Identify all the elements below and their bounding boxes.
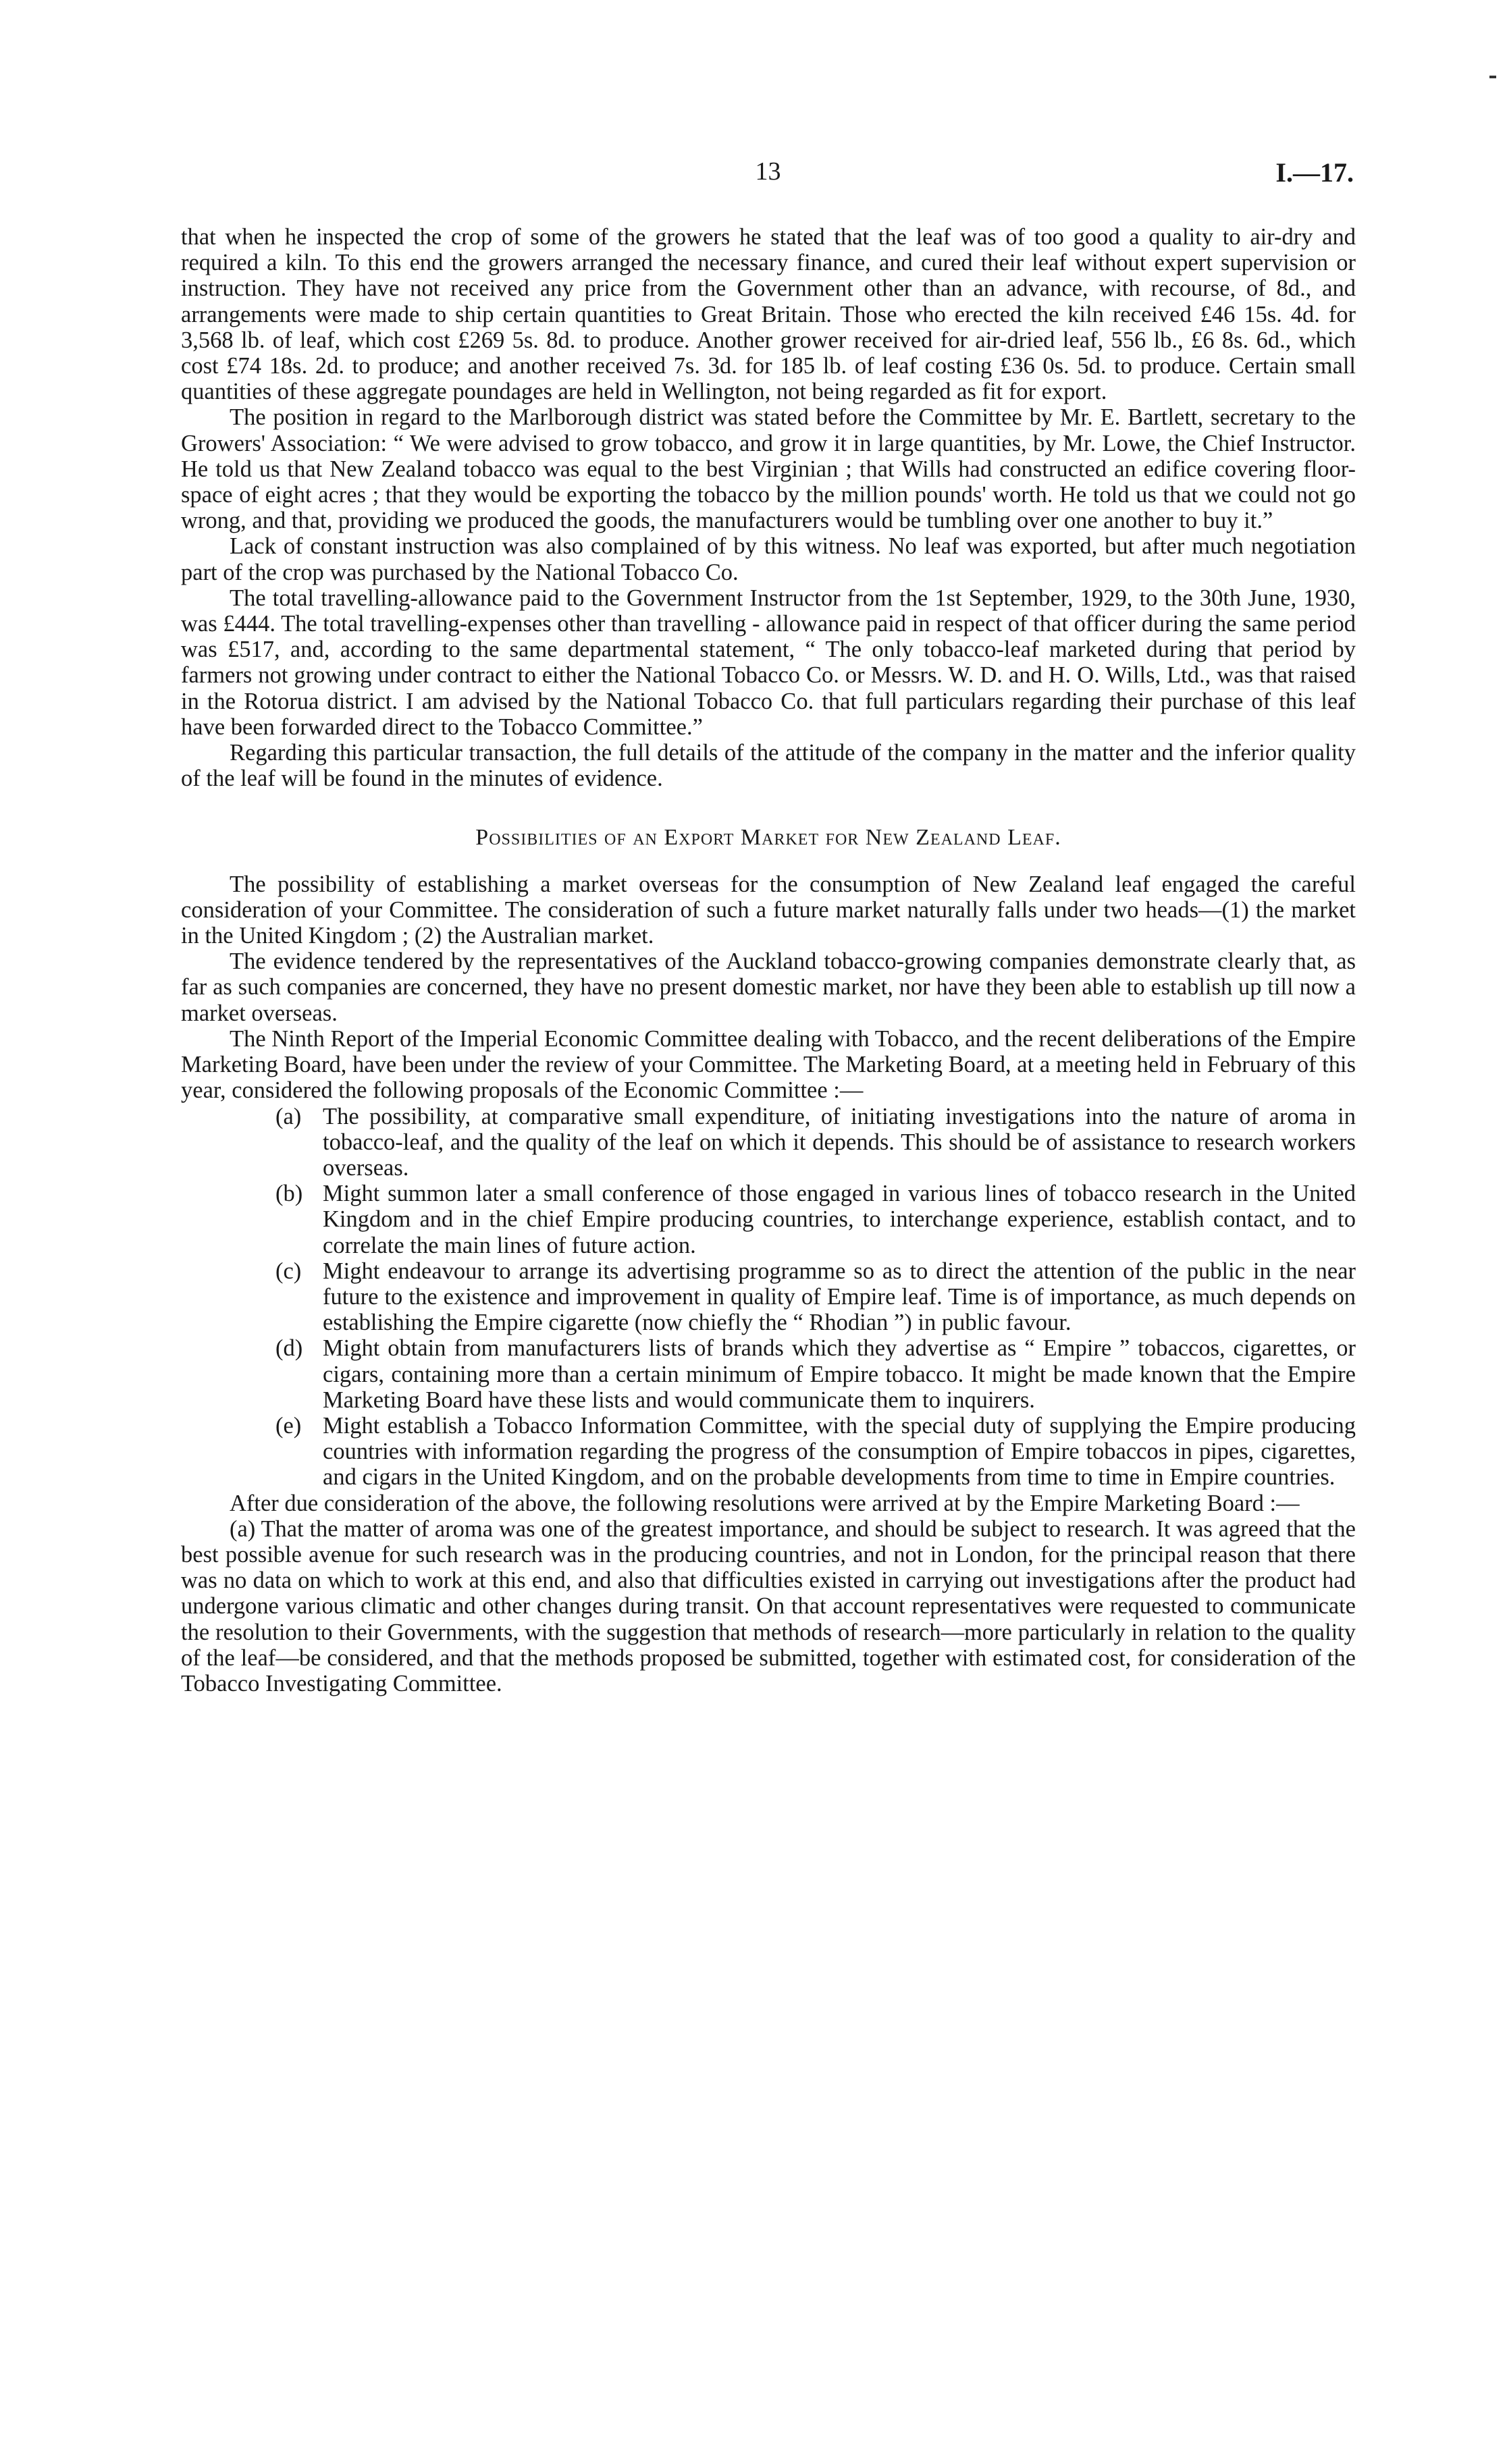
proposal-label: (c): [275, 1258, 302, 1284]
proposal-item: [275, 1258, 1356, 1336]
page-header: [182, 157, 1354, 197]
proposal-label: (d): [275, 1335, 303, 1362]
paragraph-marlborough: The position in regard to the Marlborough district was stated before the Committee by Mr. E. Bartlett, secretary to the Growers' Association: “ We were advised to grow tobacco, and grow it in large quantities, by Mr. Lowe, the Chief Instructor. He told us that New Zealand tobacco was equal to the best Virginian ; that Wills had constructed an edifice covering floor-space of eight acres ; that they would be exporting the tobacco by the million pounds' worth. He told us that we could not go wrong, and that, providing we produced the goods, the manufacturers would be tumbling over one another to buy it.”: [181, 404, 1356, 534]
section-heading: Possibilities of an Export Market for New Zealand Leaf.: [475, 825, 1061, 851]
paragraph-continuation: that when he inspected the crop of some of the growers he stated that the leaf was of too good a quality to air-dry and required a kiln. To this end the growers arranged the necessary finance, and cured their leaf without expert supervision or instruction. They have not received any price from the Government other than an advance, with recourse, of 8d., and arrangements were made to ship certain quantities to Great Britain. Those who erected the kiln received £46 15s. 4d. for 3,568 lb. of leaf, which cost £269 5s. 8d. to produce. Another grower received for air-dried leaf, 556 lb., £6 8s. 6d., which cost £74 18s. 2d. to produce; and another received 7s. 3d. for 185 lb. of leaf costing £36 0s. 5d. to produce. Certain small quantities of these aggregate poundages are held in Wellington, not being regarded as fit for export.: [181, 224, 1356, 405]
page-edge-mark: [1489, 76, 1496, 78]
paragraph-instruction: Lack of constant instruction was also complained of by this witness. No leaf was exported, but after much negotiation part of the crop was purchased by the National Tobacco Co.: [181, 533, 1356, 585]
proposal-item: [275, 1413, 1356, 1491]
proposal-item: [275, 1181, 1356, 1258]
document-body: [181, 224, 1356, 1696]
page-number: 13: [755, 157, 781, 186]
paper-reference: I.—17.: [1275, 157, 1354, 188]
paragraph-resolution-a: (a) That the matter of aroma was one of the greatest importance, and should be subject to research. It was agreed that the best possible avenue for such research was in the producing countries, and not in London, for the principal reason that there was no data on which to work at this end, and also that difficulties existed in carrying out investigations after the product had undergone various climatic and other changes during transit. On that account representatives were requested to communicate the resolution to their Governments, with the suggestion that methods of research—more particularly in relation to the quality of the leaf—be considered, and that the methods proposed be submitted, together with estimated cost, for consideration of the Tobacco Investigating Committee.: [181, 1516, 1356, 1696]
proposal-label: (b): [275, 1181, 303, 1207]
proposal-text: Might obtain from manufacturers lists of brands which they advertise as “ Empire ” tobaccos, cigarettes, or cigars, containing more than a certain minimum of Empire tobacco. It might be made known that the Empire Marketing Board have these lists and would communicate them to inquirers.: [323, 1335, 1356, 1413]
paragraph-ninth-report: The Ninth Report of the Imperial Economic Committee dealing with Tobacco, and the recent deliberations of the Empire Marketing Board, have been under the review of your Committee. The Marketing Board, at a meeting held in February of this year, considered the following proposals of the Economic Committee :—: [181, 1025, 1356, 1104]
paragraph-transaction: Regarding this particular transaction, the full details of the attitude of the company in the matter and the inferior quality of the leaf will be found in the minutes of evidence.: [181, 740, 1356, 792]
proposal-text: Might summon later a small conference of those engaged in various lines of tobacco research in the United Kingdom and in the chief Empire producing countries, to interchange experience, establish contact, and to correlate the main lines of future action.: [323, 1181, 1356, 1258]
proposal-label: (e): [275, 1412, 302, 1439]
paragraph-export-possibility: The possibility of establishing a market overseas for the consumption of New Zealand leaf engaged the careful consideration of your Committee. The consideration of such a future market naturally falls under two heads—(1) the market in the United Kingdom ; (2) the Australian market.: [181, 871, 1356, 949]
proposal-item: [275, 1335, 1356, 1413]
proposal-text: Might endeavour to arrange its advertising programme so as to direct the attention of the public in the near future to the existence and improvement in quality of Empire leaf. Time is of importance, as much depends on establishing the Empire cigarette (now chiefly the “ Rhodian ”) in public favour.: [323, 1258, 1356, 1336]
proposal-text: Might establish a Tobacco Information Committee, with the special duty of supplying the Empire producing countries with information regarding the progress of the consumption of Empire tobaccos in pipes, cigarettes, and cigars in the United Kingdom, and on the probable developments from time to time in Empire countries.: [323, 1412, 1356, 1491]
paragraph-travelling-allowance: The total travelling-allowance paid to the Government Instructor from the 1st September, 1929, to the 30th June, 1930, was £444. The total travelling-expenses other than travelling - allowance paid in respect of that officer during the same period was £517, and, according to the same departmental statement, “ The only tobacco-leaf marketed during that period by farmers not growing under contract to either the National Tobacco Co. or Messrs. W. D. and H. O. Wills, Ltd., was that raised in the Rotorua district. I am advised by the National Tobacco Co. that full particulars regarding their purchase of this leaf have been forwarded direct to the Tobacco Committee.”: [181, 585, 1356, 740]
proposal-label: (a): [275, 1103, 302, 1129]
proposal-item: [275, 1104, 1356, 1181]
paragraph-resolutions-intro: After due consideration of the above, the following resolutions were arrived at by the Empire Marketing Board :—: [230, 1490, 1300, 1516]
paragraph-evidence: The evidence tendered by the representatives of the Auckland tobacco-growing companies demonstrate clearly that, as far as such companies are concerned, they have no present domestic market, nor have they been able to establish up till now a market overseas.: [181, 948, 1356, 1026]
proposal-text: The possibility, at comparative small expenditure, of initiating investigations into the nature of aroma in tobacco-leaf, and the quality of the leaf on which it depends. This should be of assistance to research workers overseas.: [323, 1103, 1356, 1181]
